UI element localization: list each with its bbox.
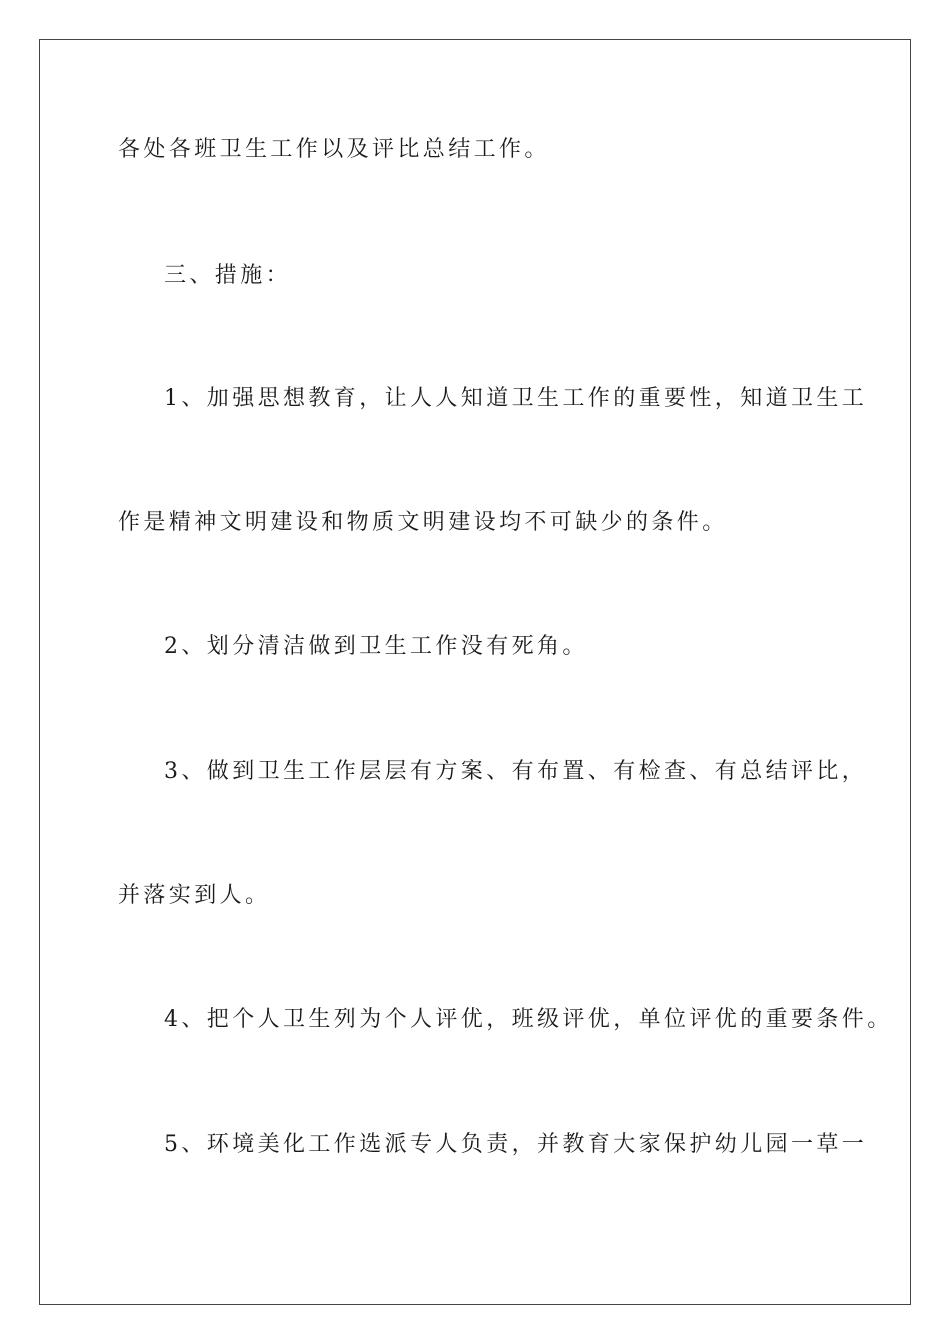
measure-5-line-1: 5、环境美化工作选派专人负责，并教育大家保护幼儿园一草一 [164,1132,868,1157]
measure-3-line-2: 并落实到人。 [118,883,271,908]
section-heading-measures: 三、措施： [164,263,292,288]
measure-1-line-1: 1、加强思想教育，让人人知道卫生工作的重要性，知道卫生工 [164,386,868,411]
measure-4: 4、把个人卫生列为个人评优，班级评优，单位评优的重要条件。 [164,1007,893,1032]
paragraph-continuation-line: 各处各班卫生工作以及评比总结工作。 [118,137,550,162]
measure-2: 2、划分清洁做到卫生工作没有死角。 [164,634,588,659]
page-frame [39,39,911,1305]
measure-1-line-2: 作是精神文明建设和物质文明建设均不可缺少的条件。 [118,510,728,535]
measure-3-line-1: 3、做到卫生工作层层有方案、有布置、有检查、有总结评比， [164,759,868,784]
